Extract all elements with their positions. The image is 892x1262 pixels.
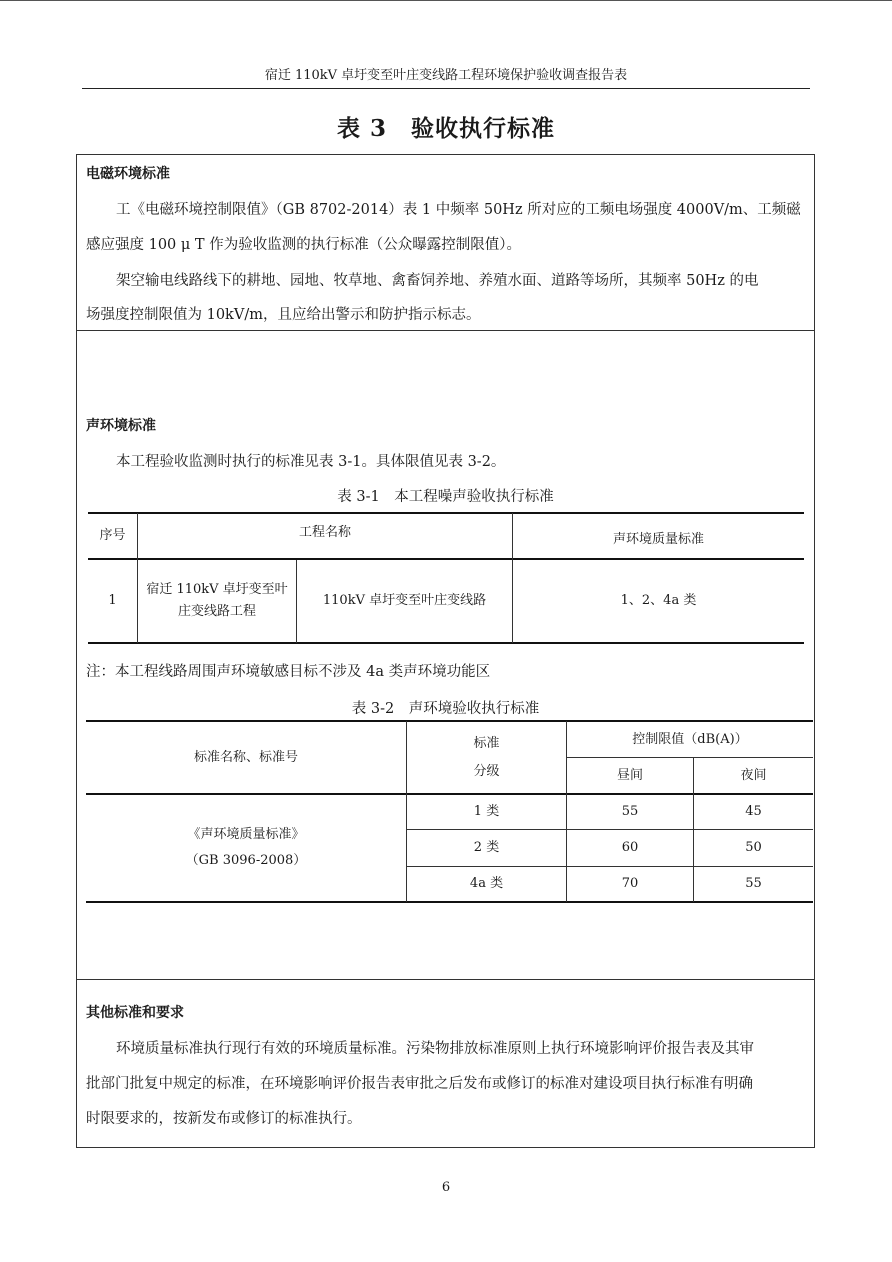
em-paragraph-1-line-1: 工《电磁环境控制限值》（GB 8702-2014）表 1 中频率 50Hz 所对应的工频电场强度 4000V/m、工频磁 [116, 202, 801, 218]
table-3-1-project-line-1: 宿迁 110kV 卓圩变至叶 [146, 582, 288, 597]
table-3-2-bottom-rule [86, 901, 813, 903]
table-3-2-header-grade-line-1: 标准 [473, 735, 500, 751]
noise-heading: 声环境标准 [86, 418, 156, 434]
table-3-2-standard-name-line-2: （GB 3096-2008） [185, 853, 307, 868]
table-3-1-row-line: 110kV 卓圩变至叶庄变线路 [322, 593, 487, 608]
em-paragraph-1-line-2: 感应强度 100 μ T 作为验收监测的执行标准（公众曝露控制限值）。 [86, 237, 521, 253]
table-3-1-row-no: 1 [108, 593, 117, 608]
table-3-2-standard-name [86, 795, 406, 901]
table-3-1-project-line-2: 庄变线路工程 [177, 604, 256, 619]
table-3-2-row-1-day: 55 [621, 804, 639, 819]
table-3-2-row-2-grade: 2 类 [473, 840, 500, 855]
em-heading: 电磁环境标准 [86, 166, 170, 182]
table-3-2-row-3-grade: 4a 类 [469, 876, 504, 891]
table-3-1-header-standard: 声环境质量标准 [612, 532, 704, 547]
table-3-2-row-3-day: 70 [621, 876, 639, 891]
other-line-3: 时限要求的，按新发布或修订的标准执行。 [86, 1111, 362, 1127]
table-3-2-header-name: 标准名称、标准号 [193, 749, 298, 765]
table-3-1-header-project: 工程名称 [298, 525, 351, 540]
table-3-2-row-3-night: 55 [745, 876, 762, 891]
table-3-2-header-grade [407, 722, 566, 793]
table-3-2-row-1-night: 45 [745, 804, 762, 819]
table-3-2-row-1-grade: 1 类 [473, 804, 500, 819]
noise-note: 注：本工程线路周围声环境敏感目标不涉及 4a 类声环境功能区 [86, 664, 491, 680]
table-3-2-standard-name-line-1: 《声环境质量标准》 [187, 827, 305, 842]
table-3-1-header-no: 序号 [99, 528, 126, 543]
page-title: 表 3 验收执行标准 [336, 115, 555, 142]
noise-intro: 本工程验收监测时执行的标准见表 3-1。具体限值见表 3-2。 [116, 454, 506, 470]
em-paragraph-2-line-2: 场强度控制限值为 10kV/m，且应给出警示和防护指示标志。 [86, 307, 481, 323]
em-paragraph-2-line-1: 架空输电线路线下的耕地、园地、牧草地、禽畜饲养地、养殖水面、道路等场所，其频率 50Hz 的电 [116, 273, 759, 289]
other-line-1: 环境质量标准执行现行有效的环境质量标准。污染物排放标准原则上执行环境影响评价报告表及其审 [116, 1041, 754, 1057]
page-number: 6 [441, 1180, 451, 1195]
table-3-2-row-2-night: 50 [745, 840, 762, 855]
other-line-2: 批部门批复中规定的标准，在环境影响评价报告表审批之后发布或修订的标准对建设项目执行标准有明确 [86, 1076, 753, 1092]
table-3-2-header-day: 昼间 [616, 767, 643, 783]
other-heading: 其他标准和要求 [86, 1005, 184, 1021]
table-3-2-caption: 表 3-2 声环境验收执行标准 [351, 701, 540, 717]
table-3-1-caption: 表 3-1 本工程噪声验收执行标准 [337, 489, 554, 505]
table-3-1-row-standard: 1、2、4a 类 [620, 593, 697, 608]
running-header: 宿迁 110kV 卓圩变至叶庄变线路工程环境保护验收调查报告表 [264, 68, 628, 83]
table-3-2-header-limit: 控制限值（dB(A)） [632, 731, 748, 747]
table-3-2-row-2-day: 60 [621, 840, 639, 855]
table-3-2-header-grade-line-2: 分级 [473, 763, 500, 779]
table-3-2-header-night: 夜间 [740, 767, 767, 783]
